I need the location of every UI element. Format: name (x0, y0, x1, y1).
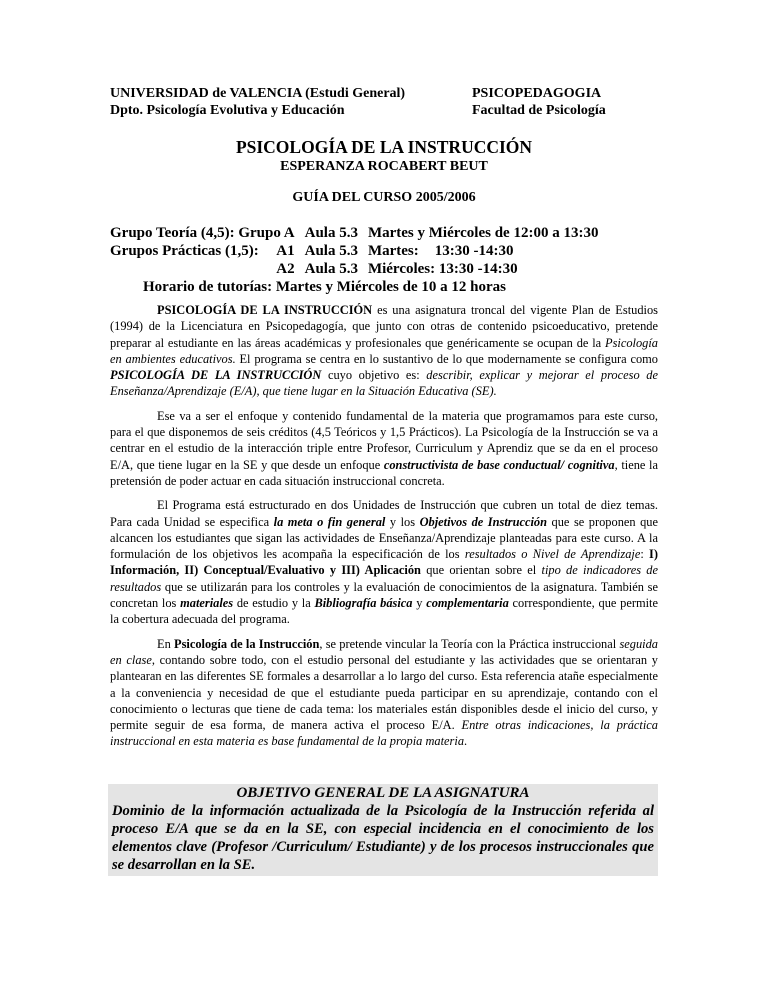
university-name: UNIVERSIDAD de VALENCIA (Estudi General) (110, 86, 406, 101)
practice-groups: Grupos Prácticas (1,5): (110, 243, 259, 259)
emphasis-text: Psicología en ambientes educativos. (110, 335, 658, 366)
faculty-header (472, 85, 658, 119)
paragraph (110, 408, 658, 489)
text-segment: que orientan sobre el (420, 563, 542, 578)
text-segment: que se utilizarán para los controles y la evaluación de conocimientos de la asignatura. También se concretan los (110, 579, 658, 611)
emphasis-text: I) Información, II) Conceptual/Evaluativo y III) Aplicación (110, 547, 658, 578)
department-name: Dpto. Psicología Evolutiva y Educación (110, 103, 345, 118)
theory-time: Martes y Miércoles de 12:00 a 13:30 (367, 225, 599, 241)
emphasis-text: Entre otras indicaciones, la práctica instruccional en esta materia es base fundamental de la propia materia (110, 718, 658, 749)
tutoring-hours: Horario de tutorías: Martes y Miércoles de 10 a 12 horas (143, 279, 506, 295)
author-name: ESPERANZA ROCABERT BEUT (280, 159, 488, 174)
emphasis-text: materiales (180, 596, 234, 611)
text-segment: que se proponen que alcancen los estudiantes que sigan las actividades de Enseñanza/Aprendizaje planteadas para este curso. A la formulación de los objetivos les acompaña la especificación de los (110, 514, 658, 562)
objective-box (108, 784, 658, 876)
document-header (110, 85, 658, 119)
emphasis-text: Psicología de la Instrucción (174, 636, 320, 651)
faculty-name: Facultad de Psicología (472, 103, 606, 118)
group-a2: A2 (276, 261, 295, 277)
text-segment: , contando sobre todo, con el estudio personal del estudiante y las actividades que se orientaran y plantearan en las diferentes SE formales a desarrollar a lo largo del curso. Esta referencia atañe especialmente a la conveniencia y necesidad de que el estudiante pueda participar en su aprendizaje, contando con el conocimiento o lecturas que tiene de cada tema: los materiales están disponibles desde el inicio del curso, y permite seguir de esa forma, de manera activa el proceso E/A. (110, 652, 658, 733)
text-segment: es una asignatura troncal del vigente Plan de Estudios (1994) de la Licenciatura en Psicopedagogía, que junto con otras de contenido psicoeducativo, pretende preparar al estudiante en las áreas académicas y profesionales que genéricamente se ocupan de la (110, 303, 658, 350)
degree-name: PSICOPEDAGOGIA (472, 86, 602, 101)
paragraph (110, 636, 658, 750)
a1-room: Aula 5.3 (304, 243, 358, 259)
paragraph (110, 497, 658, 627)
theory-group: Grupo Teoría (4,5): Grupo A (110, 225, 295, 241)
document-page (110, 0, 658, 916)
a1-day: Martes: (367, 243, 419, 259)
text-segment: , tiene la pretensión de poder actuar en cada situación instruccional concreta. (110, 457, 658, 488)
emphasis-text: PSICOLOGÍA DE LA INSTRUCCIÓN (157, 303, 373, 317)
emphasis-text: Objetivos de Instrucción (419, 514, 548, 529)
a2-time: Miércoles: 13:30 -14:30 (367, 261, 518, 277)
text-segment: cuyo objetivo es: (321, 368, 427, 383)
emphasis-text: constructivista de base conductual/ cognitiva (383, 457, 615, 472)
emphasis-text: complementaria (426, 596, 509, 611)
text-segment: , se pretende vincular la Teoría con la Práctica instruccional (319, 636, 620, 651)
university-header (110, 85, 405, 119)
paragraph (110, 302, 658, 400)
a2-room: Aula 5.3 (304, 261, 358, 277)
page-title: PSICOLOGÍA DE LA INSTRUCCIÓN (235, 137, 533, 157)
emphasis-text: resultados o Nivel de Aprendizaje (464, 547, 641, 562)
emphasis-text: PSICOLOGÍA DE LA INSTRUCCIÓN (110, 368, 322, 383)
schedule (110, 224, 658, 296)
text-segment: y los (385, 514, 420, 529)
course-guide-label: GUÍA DEL CURSO 2005/2006 (292, 190, 476, 205)
objective-title: OBJETIVO GENERAL DE LA ASIGNATURA (236, 784, 530, 801)
text-segment: En (157, 636, 175, 651)
text-segment: : (640, 547, 650, 562)
body-text (110, 302, 658, 750)
theory-room: Aula 5.3 (304, 225, 358, 241)
text-segment: El programa se centra en lo sustantivo de lo que modernamente se configura como (235, 351, 658, 366)
objective-text: Dominio de la información actualizada de la Psicología de la Instrucción referida al proceso E/A que se da en la SE, con especial incidencia en el conocimiento de los elementos clave (Profesor /Curriculum/ Estudiante) y de los procesos instruccionales que se desarrollan en la SE. (112, 802, 654, 873)
group-a1: A1 (276, 243, 295, 259)
text-segment: y (412, 596, 427, 611)
emphasis-text: tipo de indicadores de resultados (110, 563, 658, 594)
a1-time: 13:30 -14:30 (434, 243, 514, 259)
a1-schedule (368, 242, 658, 260)
text-segment: de estudio y la (233, 596, 315, 611)
text-segment: correspondiente, que permite la cobertura adecuada del programa. (110, 596, 658, 627)
emphasis-text: describir, explicar y mejorar el proceso de Enseñanza/Aprendizaje (E/A), que tiene lugar en la Situación Educativa (SE). (110, 368, 658, 399)
text-segment: . (464, 734, 468, 749)
text-segment: El Programa está estructurado en dos Unidades de Instrucción que cubren un total de diez temas. Para cada Unidad se especifica (110, 498, 658, 529)
text-segment: Ese va a ser el enfoque y contenido fundamental de la materia que programamos para este curso, para el que disponemos de seis créditos (4,5 Teóricos y 1,5 Prácticos). La Psicología de la Instrucción se va a centrar en el estudio de la interacción triple entre Profesor, Curriculum y Aprendiz que se da en el proceso E/A, que tiene lugar en la SE y que desde un enfoque (110, 408, 658, 472)
emphasis-text: Bibliografía básica (314, 596, 413, 611)
emphasis-text: seguida en clase (110, 636, 658, 667)
emphasis-text: la meta o fin general (273, 514, 386, 529)
